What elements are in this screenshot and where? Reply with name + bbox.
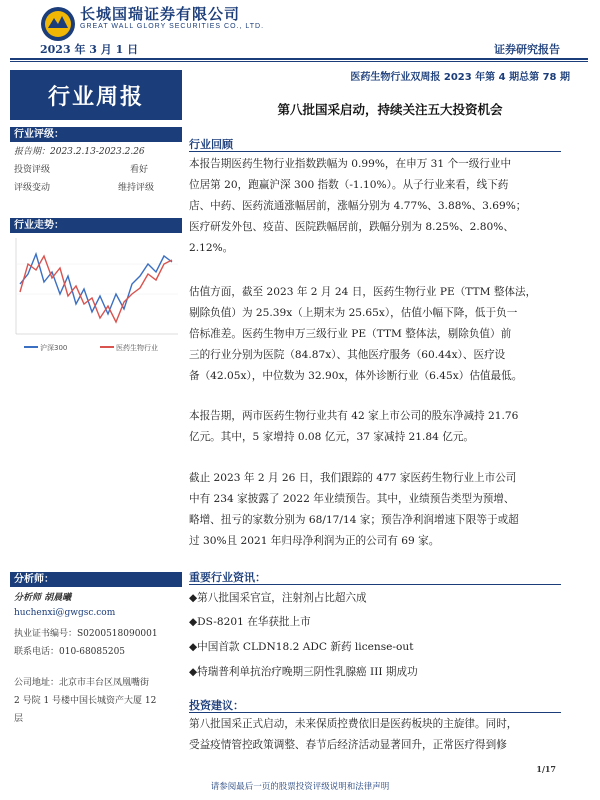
rating-section-head: 行业评级： [10, 127, 182, 142]
company-address-line-1: 公司地址：北京市丰台区凤凰嘴街 [14, 678, 150, 688]
company-address-line-3: 层 [14, 714, 24, 724]
report-tag: 行业周报 [10, 70, 182, 120]
advice-heading: 投资建议： [189, 699, 244, 712]
header-divider-thin [10, 61, 588, 62]
report-period: 报告期：2023.2.13-2023.2.26 [14, 147, 145, 157]
review-heading: 行业回顾 [189, 138, 233, 151]
holdings-paragraph: 本报告期，两市医药生物行业共有 42 家上市公司的股东净减持 21.76 亿元。其中，5 家增持 0.08 亿元，37 家减持 21.84 亿元。 [189, 410, 519, 443]
review-paragraph-1: 本报告期医药生物行业指数跌幅为 0.99%，在申万 31 个一级行业中 位居第 20，跑赢沪深 300 指数（-1.10%）。从子行业来看，线下药 店、中药、医药流通涨幅居前，涨幅分别为 4.77%、3.88%、3.69%； 医疗研发外包、疫苗、医院跌幅居前，跌幅分别为 8.25%、2.80%、 2.12%。 [189, 158, 527, 254]
analyst-name: 分析师 胡晨曦 [14, 593, 72, 603]
news-item: ◆第八批国采官宣，注射剂占比超六成 [189, 592, 367, 604]
advice-paragraph: 第八批国采正式启动，未来保质控费依旧是医药板块的主旋律。同时， 受益疫情管控政策调整、春节后经济活动显著回升，正常医疗得到修 [189, 718, 518, 751]
company-name-en: GREAT WALL GLORY SECURITIES CO., LTD. [80, 23, 265, 30]
news-heading: 重要行业资讯： [189, 571, 266, 584]
trend-section-head: 行业走势： [10, 218, 182, 233]
news-item: ◆DS-8201 在华获批上市 [189, 616, 311, 628]
earnings-paragraph: 截止 2023 年 2 月 26 日，我们跟踪的 477 家医药生物行业上市公司 中有 234 家披露了 2022 年业绩预告。其中，业绩预告类型为预增、 略增、扭亏的家数分别为 68/17/14 家；预告净利润增速下限等于或超 过 30%且 2021 年归母净利润为正的公司有 69 家。 [189, 472, 519, 547]
report-type: 证券研究报告 [494, 43, 560, 56]
rating-change-value: 维持评级 [118, 183, 155, 193]
license-number: 执业证书编号：S0200518090001 [14, 629, 158, 639]
company-name-cn: 长城国瑞证券有限公司 [80, 5, 241, 23]
valuation-paragraph: 估值方面，截至 2023 年 2 月 24 日，医药生物行业 PE（TTM 整体法， 剔除负值）为 25.39x（上期末为 25.65x），估值小幅下降，低于负一 倍标准差。医药生物申万三级行业 PE（TTM 整体法，剔除负值）前 三的行业分别为医院（84.87x）、其他医疗服务（60.44x）、医疗设 备（42.05x），中位数为 32.90x，体外诊断行业（6.45x）估值最低。 [189, 286, 537, 382]
page-number: 1/17 [536, 764, 556, 774]
company-address-line-2: 2 号院 1 号楼中国长城资产大厦 12 [14, 696, 157, 706]
invest-rating-value: 看好 [130, 165, 149, 175]
report-series: 医药生物行业双周报 2023 年第 4 期总第 78 期 [350, 72, 570, 83]
legend-hs300: 沪深300 [40, 344, 68, 352]
advice-heading-rule [189, 712, 561, 713]
hs300-series-line [20, 254, 172, 314]
report-date: 2023 年 3 月 1 日 [40, 43, 139, 56]
invest-rating-label: 投资评级 [14, 165, 51, 175]
review-heading-rule [189, 151, 561, 152]
news-item: ◆特瑞普利单抗治疗晚期三阴性乳腺癌 III 期成功 [189, 666, 418, 678]
company-logo-icon [40, 6, 76, 42]
contact-phone: 联系电话：010-68085205 [14, 647, 126, 657]
header-divider [10, 58, 588, 60]
analyst-section-head: 分析师： [10, 572, 182, 587]
footer-disclaimer: 请参阅最后一页的股票投资评级说明和法律声明 [210, 782, 390, 792]
analyst-email-link[interactable]: huchenxi@gwgsc.com [14, 608, 116, 618]
report-title: 第八批国采启动，持续关注五大投资机会 [277, 102, 503, 117]
industry-trend-chart [12, 234, 182, 354]
news-heading-rule [189, 584, 561, 585]
legend-pharma: 医药生物行业 [116, 344, 158, 352]
rating-change-label: 评级变动 [14, 183, 51, 193]
news-item: ◆中国首款 CLDN18.2 ADC 新药 license-out [189, 641, 414, 653]
